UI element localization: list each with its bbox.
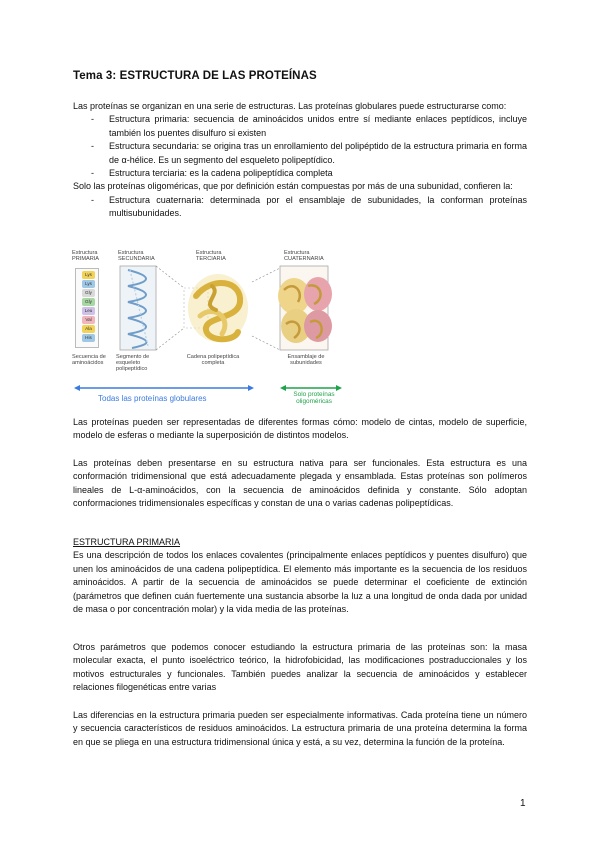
residue-label: Leu: [82, 307, 95, 315]
caption-all-globular: Todas las proteínas globulares: [98, 394, 207, 403]
primary-paragraph: Es una descripción de todos los enlaces covalentes (principalmente enlaces peptídicos y puentes disulfuro) que unen los aminoácidos de una cadena polipeptídica. El elemento más importante es la secuencia de los residuos aminoácidos. A partir de la secuencia de aminoácidos se puede determinar el coeficiente de extinción (parámetros que definen cuán fuertemente una sustancia absorbe la luz a una longitud de onda dada por unidad de masa o por concentración molar) y la vida media de las proteínas.: [73, 550, 527, 615]
differences-paragraph: Las diferencias en la estructura primaria pueden ser especialmente informativas. Cada proteína tiene un número y secuencia característicos de residuos aminoácidos. La estructura primaria de una proteína determina la forma en que se pliega en una estructura tridimensional única y está, a su vez, determina la función de la proteína.: [73, 710, 527, 747]
residue-label: Ala: [82, 325, 95, 333]
bullet-dash: -: [91, 141, 94, 152]
native-section: [73, 457, 527, 511]
models-paragraph: Las proteínas pueden ser representadas de diferentes formas cómo: modelo de cintas, modelo de superficie, modelo de esferas o mediante la superposición de distintos modelos.: [73, 417, 527, 441]
figure-header-secondary: Estructura SECUNDARIA: [118, 250, 155, 263]
quaternary-structure-icon: [278, 266, 332, 350]
bullet-dash: -: [91, 168, 94, 179]
caption-oligomeric: Solo proteínas oligoméricas: [293, 391, 335, 406]
intro-paragraph-2: Solo las proteínas oligoméricas, que por definición están compuestas por más de una subunidad, confieren la:: [73, 181, 513, 192]
residue-label: Gly: [82, 298, 95, 306]
tertiary-structure-icon: [184, 274, 248, 342]
figure-label-secondary: Segmento de esqueleto polipeptídico: [116, 354, 150, 373]
bullet-dash: -: [91, 194, 94, 205]
params-section: [73, 641, 527, 695]
list-item: [73, 140, 527, 167]
intro-section: [73, 100, 527, 221]
section-heading: ESTRUCTURA PRIMARIA: [73, 537, 181, 547]
globular-range-arrow: [74, 385, 254, 391]
list-item: [73, 167, 527, 180]
figure-label-quaternary: Ensamblaje de subunidades: [287, 354, 325, 367]
figure-header-primary: Estructura PRIMARIA: [72, 250, 100, 263]
list-item: [73, 113, 527, 140]
intro-paragraph: Las proteínas se organizan en una serie de estructuras. Las proteínas globulares puede estructurarse como:: [73, 101, 507, 111]
models-section: [73, 416, 527, 443]
figure-artwork: [72, 246, 362, 414]
figure-header-tertiary: Estructura TERCIARIA: [196, 250, 226, 263]
residue-label: Gly: [82, 289, 95, 297]
params-paragraph: Otros parámetros que podemos conocer estudiando la estructura primaria de las proteínas son: la masa molecular exacta, el punto isoeléctrico teórico, la hidrofobicidad, las modificaciones postraduccionales y los motivos estructurales y funcionales. También puedes analizar la secuencia de aminoácidos y establecer relaciones filogenéticas entre varias: [73, 642, 527, 693]
native-paragraph: Las proteínas deben presentarse en su estructura nativa para ser funcionales. Esta estructura es una conformación tridimensional que está adecuadamente plegada y ensamblada. Estas proteínas son polímeros lineales de L-α-aminoácidos, con la secuencia de aminoácidos definida y constante. Sólo adoptan conformaciones tridimensionales específicas y constan de una o varias cadenas polipeptídicas.: [73, 458, 527, 509]
residue-label: Val: [82, 316, 95, 324]
residue-label: His: [82, 334, 95, 342]
residue-label: Lys: [82, 280, 95, 288]
list-item-text: Estructura secundaria: se origina tras un enrollamiento del polipéptido de la estructura primaria en forma de α-hélice. Es un segmento del esqueleto polipeptídico.: [109, 141, 527, 165]
primary-structure-section: [73, 536, 527, 616]
figure-label-tertiary: Cadena polipeptídica completa: [186, 354, 240, 367]
bullet-dash: -: [91, 114, 94, 125]
list-item-text: Estructura primaria: secuencia de aminoácidos unidos entre sí mediante enlaces peptídicos, incluye también los puentes disulfuro si existen: [109, 114, 527, 138]
differences-section: [73, 709, 527, 749]
page-number: 1: [520, 798, 526, 809]
figure-header-quaternary: Estructura CUATERNARIA: [284, 250, 324, 263]
list-item-text: Estructura cuaternaria: determinada por el ensamblaje de subunidades, la conforman proteínas multisubunidades.: [109, 194, 527, 219]
list-item-text: Estructura terciaria: es la cadena polipeptídica completa: [109, 168, 333, 179]
figure-label-primary: Secuencia de aminoácidos: [72, 354, 106, 367]
protein-structure-figure: [72, 246, 362, 414]
page-title: Tema 3: ESTRUCTURA DE LAS PROTEÍNAS: [73, 70, 317, 82]
residue-label: Lys: [82, 271, 95, 279]
list-item: [73, 194, 527, 221]
